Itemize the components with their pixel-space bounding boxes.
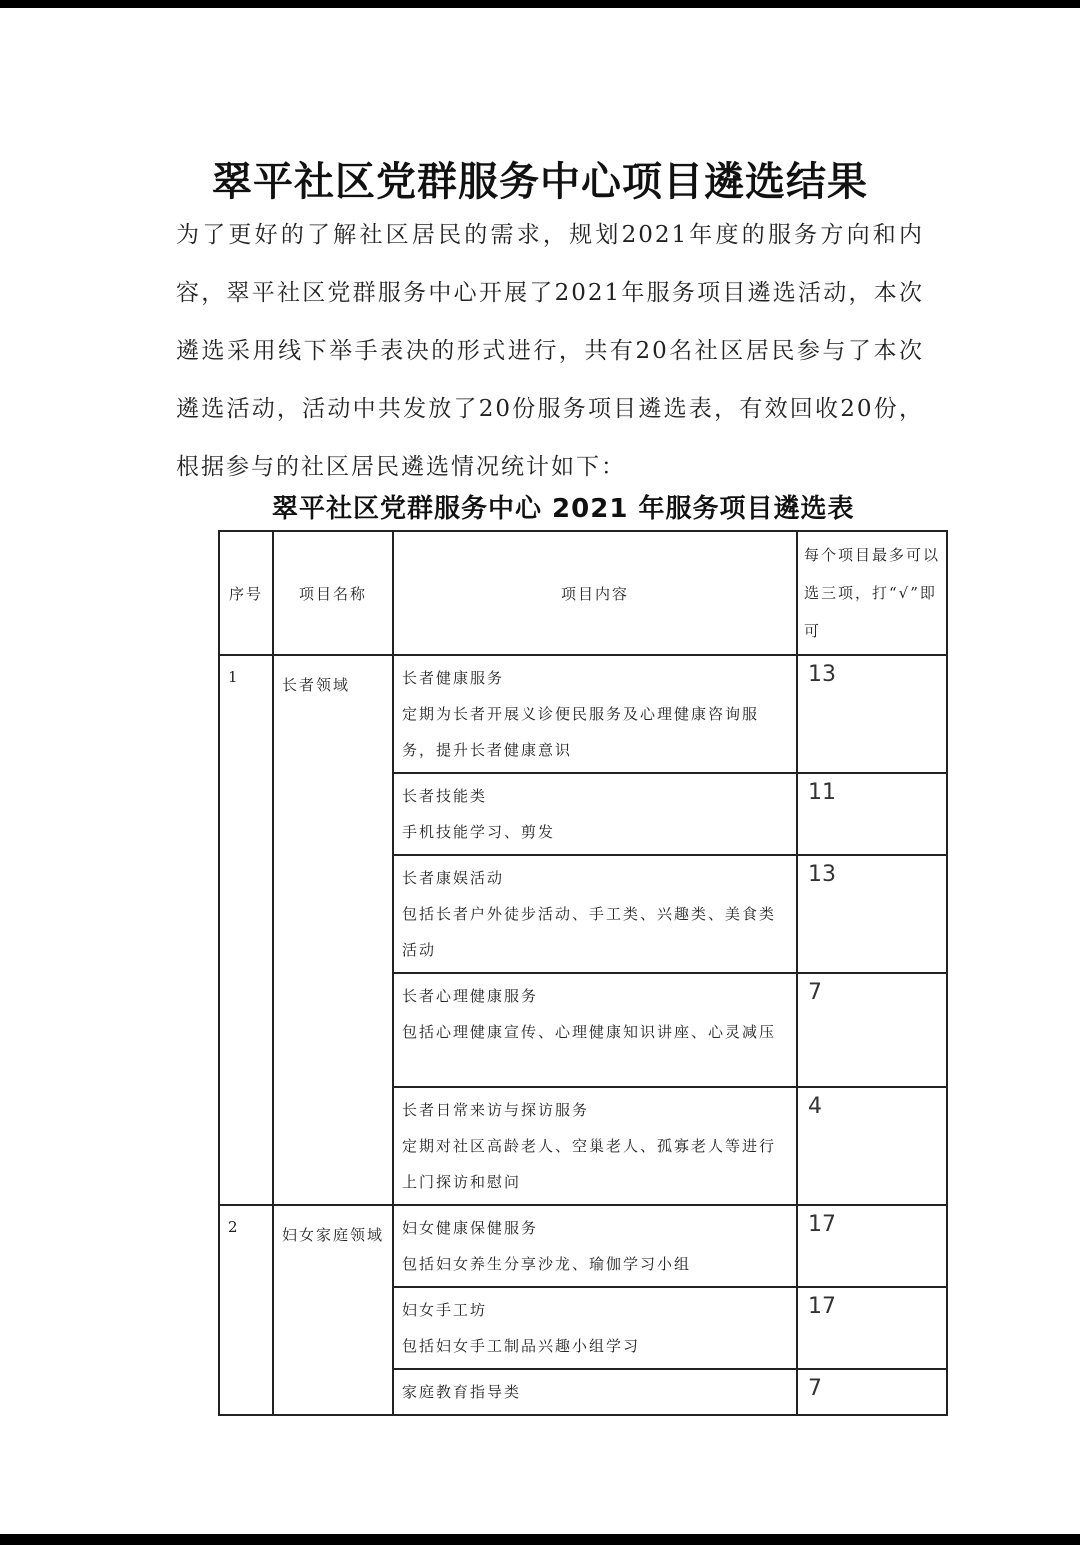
vote-count: 13 [797, 655, 947, 773]
group-name: 长者领域 [273, 655, 393, 1205]
header-vote: 每个项目最多可以选三项，打“√”即可 [797, 531, 947, 655]
table-header-row [219, 531, 947, 655]
document-page [0, 8, 1080, 1534]
item-content [393, 855, 797, 973]
group-seq: 2 [219, 1205, 273, 1415]
header-seq: 序号 [219, 531, 273, 655]
vote-count: 11 [797, 773, 947, 855]
item-desc: 包括妇女养生分享沙龙、瑜伽学习小组 [402, 1255, 692, 1273]
page-title: 翠平社区党群服务中心项目遴选结果 [212, 159, 868, 205]
item-content [393, 973, 797, 1087]
intro-paragraph: 为了更好的了解社区居民的需求，规划2021年度的服务方向和内容，翠平社区党群服务中心开展了2021年服务项目遴选活动，本次遴选采用线下举手表决的形式进行，共有20名社区居民参与了本次遴选活动，活动中共发放了20份服务项目遴选表，有效回收20份，根据参与的社区居民遴选情况统计如下： [176, 222, 924, 480]
item-title: 长者技能类 [402, 787, 488, 805]
group-name: 妇女家庭领域 [273, 1205, 393, 1415]
vote-count: 17 [797, 1287, 947, 1369]
item-title: 长者心理健康服务 [402, 987, 539, 1005]
vote-count: 7 [797, 1369, 947, 1415]
group-seq: 1 [219, 655, 273, 1205]
item-title: 家庭教育指导类 [402, 1383, 522, 1401]
vote-count: 13 [797, 855, 947, 973]
item-desc: 手机技能学习、剪发 [402, 823, 556, 841]
item-title: 妇女健康保健服务 [402, 1219, 539, 1237]
table-row [219, 1205, 947, 1287]
header-content: 项目内容 [393, 531, 797, 655]
item-content [393, 1369, 797, 1415]
header-name: 项目名称 [273, 531, 393, 655]
item-desc: 包括长者户外徒步活动、手工类、兴趣类、美食类活动 [402, 905, 777, 959]
table-title: 翠平社区党群服务中心 2021 年服务项目遴选表 [272, 494, 855, 524]
vote-count: 7 [797, 973, 947, 1087]
selection-table [218, 530, 948, 1416]
item-desc: 包括妇女手工制品兴趣小组学习 [402, 1337, 641, 1355]
item-desc: 定期为长者开展义诊便民服务及心理健康咨询服务，提升长者健康意识 [402, 705, 760, 759]
item-title: 长者日常来访与探访服务 [402, 1101, 590, 1119]
item-desc: 包括心理健康宣传、心理健康知识讲座、心灵减压 [402, 1023, 777, 1041]
item-content [393, 655, 797, 773]
item-desc: 定期对社区高龄老人、空巢老人、孤寡老人等进行上门探访和慰问 [402, 1137, 777, 1191]
item-content [393, 1287, 797, 1369]
item-content [393, 1205, 797, 1287]
vote-count: 17 [797, 1205, 947, 1287]
table-row [219, 655, 947, 773]
vote-count: 4 [797, 1087, 947, 1205]
item-content [393, 773, 797, 855]
item-content [393, 1087, 797, 1205]
item-title: 长者康娱活动 [402, 869, 505, 887]
item-title: 长者健康服务 [402, 669, 505, 687]
item-title: 妇女手工坊 [402, 1301, 488, 1319]
